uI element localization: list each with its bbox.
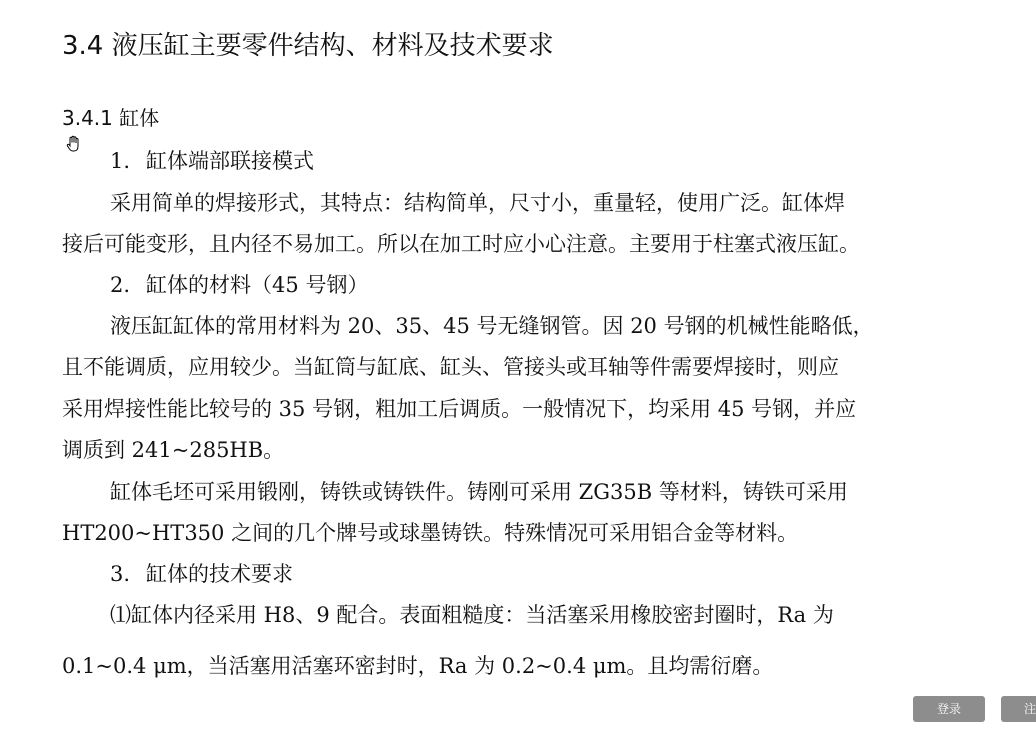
login-button[interactable]: 登录 xyxy=(913,696,985,722)
paragraph-2-line-2: 且不能调质，应用较少。当缸筒与缸底、缸头、管接头或耳轴等件需要焊接时，则应 xyxy=(62,355,839,379)
paragraph-2-line-4: 调质到 241~285HB。 xyxy=(62,438,285,462)
list-item-heading: 缸体端部联接模式 xyxy=(146,149,315,173)
list-item-number: 2. xyxy=(110,273,131,297)
paragraph-4-line-1: ⑴缸体内径采用 H8、9 配合。表面粗糙度：当活塞采用橡胶密封圈时，Ra 为 xyxy=(110,603,834,627)
paragraph-2-line-3: 采用焊接性能比较号的 35 号钢，粗加工后调质。一般情况下，均采用 45 号钢，并应 xyxy=(62,397,857,421)
paragraph-3-line-1: 缸体毛坯可采用锻刚，铸铁或铸铁件。铸刚可采用 ZG35B 等材料，铸铁可采用 xyxy=(110,480,848,504)
register-button[interactable]: 注 xyxy=(1001,696,1036,722)
paragraph-1-line-2: 接后可能变形，且内径不易加工。所以在加工时应小心注意。主要用于柱塞式液压缸。 xyxy=(62,232,860,256)
subsection-title: 3.4.1 缸体 xyxy=(62,106,160,130)
paragraph-4-line-2: 0.1~0.4 μm，当活塞用活塞环密封时，Ra 为 0.2~0.4 μm。且均需衍磨。 xyxy=(62,654,774,678)
paragraph-2-line-1: 液压缸缸体的常用材料为 20、35、45 号无缝钢管。因 20 号钢的机械性能略低， xyxy=(110,314,874,338)
list-item-1 xyxy=(110,146,314,176)
section-title: 3.4 液压缸主要零件结构、材料及技术要求 xyxy=(62,31,554,61)
list-item-2 xyxy=(110,270,368,300)
paragraph-3-line-2: HT200~HT350 之间的几个牌号或球墨铸铁。特殊情况可采用铝合金等材料。 xyxy=(62,521,799,545)
hand-cursor-icon xyxy=(64,134,84,154)
list-item-heading: 缸体的技术要求 xyxy=(146,562,294,586)
list-item-heading: 缸体的材料（45 号钢） xyxy=(146,273,369,297)
paragraph-1-line-1: 采用简单的焊接形式，其特点：结构简单，尺寸小，重量轻，使用广泛。缸体焊 xyxy=(110,191,845,215)
list-item-3 xyxy=(110,559,293,589)
list-item-number: 3. xyxy=(110,562,131,586)
list-item-number: 1. xyxy=(110,149,131,173)
